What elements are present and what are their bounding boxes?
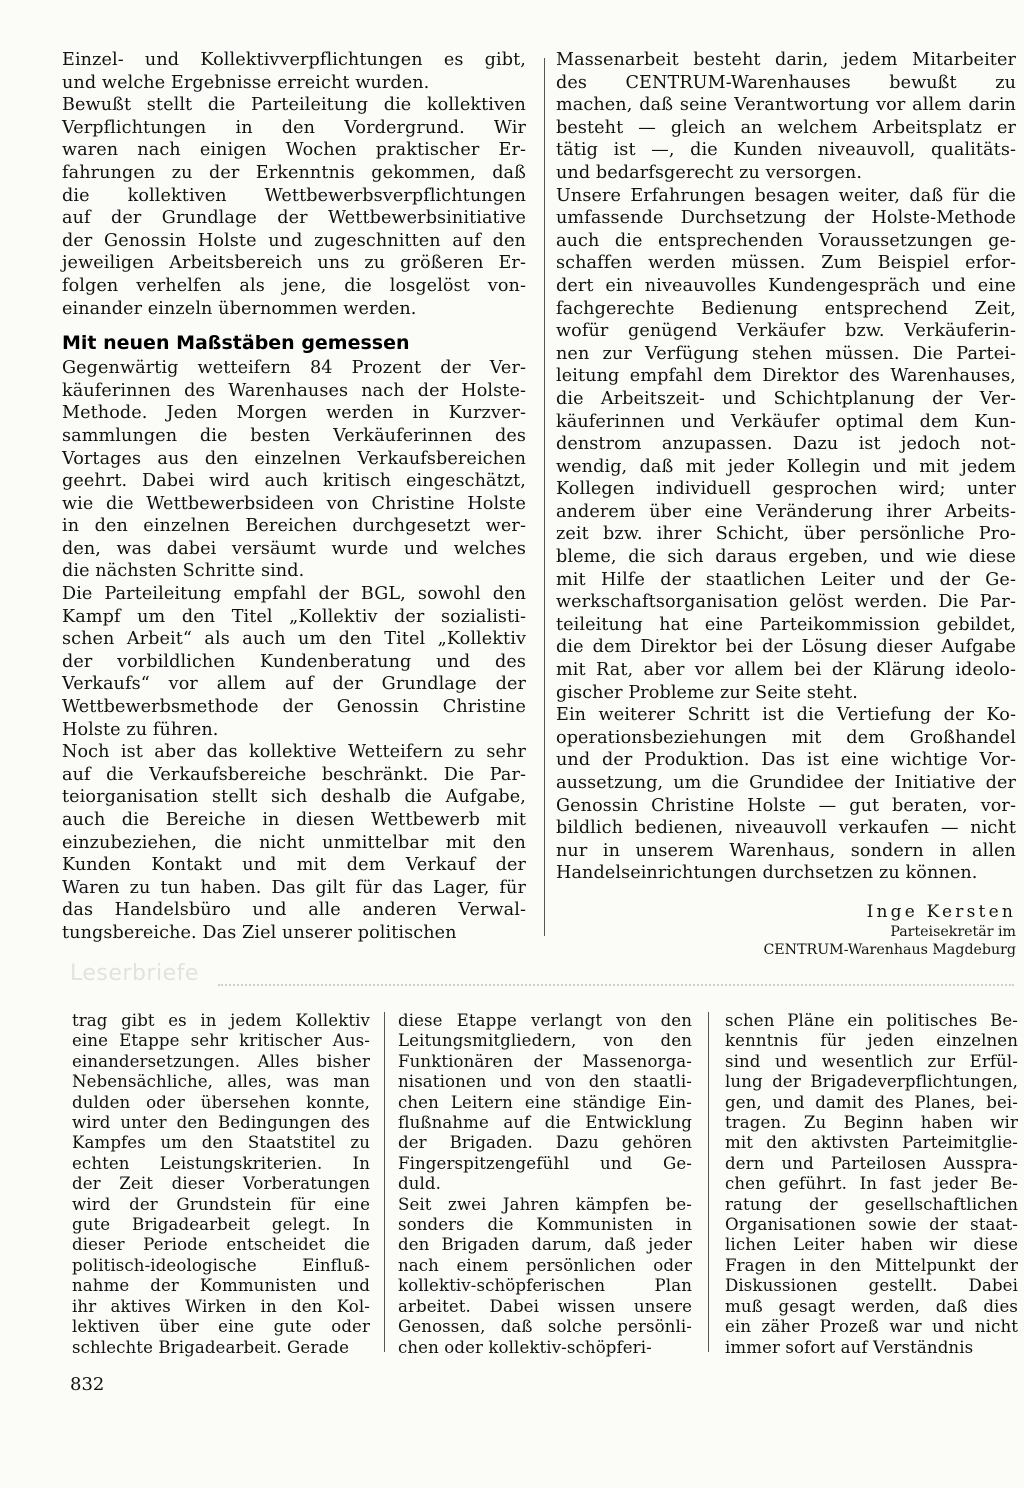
text-line: lichen Leiter haben wir diese bbox=[725, 1235, 1018, 1255]
letters-column-2 bbox=[398, 1011, 692, 1358]
text-line: Leitungsmitgliedern, von den bbox=[398, 1031, 692, 1051]
text-line: mit Rat, aber vor allem bei der Klärung ideolo- bbox=[556, 660, 1016, 681]
text-line: schlechte Brigadearbeit. Gerade bbox=[72, 1337, 349, 1357]
text-line: Holste zu führen. bbox=[62, 719, 219, 740]
text-line: tätig ist —, die Kunden niveauvoll, qualitäts- bbox=[556, 140, 1016, 161]
text-line: fachgerechte Bedienung entsprechend Zeit, bbox=[556, 298, 1016, 319]
text-line: der Genossin Holste und zugeschnitten auf den bbox=[62, 230, 526, 251]
article-right-column bbox=[556, 49, 1016, 959]
text-line: Vortages aus den einzelnen Verkaufsbereichen bbox=[62, 448, 526, 469]
text-line: auf die Verkaufsbereiche beschränkt. Die Par- bbox=[62, 764, 526, 785]
text-line: Verpflichtungen in den Vordergrund. Wir bbox=[62, 117, 526, 138]
text-line: chen oder kollektiv-schöpferi- bbox=[398, 1337, 652, 1357]
text-line: flußnahme auf die Entwicklung bbox=[398, 1113, 692, 1133]
text-line: Einzel- und Kollektivverpflichtungen es gibt, bbox=[62, 50, 526, 70]
text-line: kenntnis für jeden einzelnen bbox=[725, 1031, 1018, 1051]
text-line: lektiven über eine gute oder bbox=[72, 1317, 370, 1337]
text-line: einander einzeln übernommen werden. bbox=[62, 298, 417, 319]
author-name: Inge Kersten bbox=[866, 901, 1016, 922]
text-line: arbeitet. Dabei wissen unsere bbox=[398, 1296, 692, 1316]
text-line: ratung der gesellschaftlichen bbox=[725, 1194, 1018, 1214]
text-line: nur in unserem Warenhaus, sondern in allen bbox=[556, 840, 1016, 861]
author-organization: CENTRUM-Warenhaus Magdeburg bbox=[763, 941, 1016, 958]
text-line: tungsbereiche. Das Ziel unserer politischen bbox=[62, 922, 457, 943]
text-line: die Arbeitszeit- und Schichtplanung der Ver- bbox=[556, 388, 1016, 409]
text-line: wendig, daß mit jeder Kollegin und mit jedem bbox=[556, 456, 1016, 477]
text-line: anderem über eine Veränderung ihrer Arbeits- bbox=[556, 501, 1016, 522]
text-line: Nebensächliche, alles, was man bbox=[72, 1072, 370, 1092]
paragraph bbox=[556, 185, 1016, 705]
text-line: dulden oder übersehen konnte, bbox=[72, 1092, 370, 1112]
text-line: diese Etappe verlangt von den bbox=[398, 1011, 692, 1030]
text-line: sind und wesentlich zur Erfül- bbox=[725, 1051, 1018, 1071]
text-line: wofür genügend Verkäufer bzw. Verkäuferin- bbox=[556, 321, 1016, 342]
text-line: in den einzelnen Bereichen durchgesetzt wer- bbox=[62, 516, 526, 537]
text-line: die dem Direktor bei der Lösung dieser Aufgabe bbox=[556, 637, 1016, 658]
text-line: Verkaufs“ vor allem auf der Grundlage der bbox=[62, 674, 526, 695]
paragraph bbox=[62, 49, 526, 94]
signature-block bbox=[556, 901, 1016, 959]
text-line: die kollektiven Wettbewerbsverpflichtungen bbox=[62, 185, 526, 206]
text-line: käuferinnen und Verkäufer optimal dem Kun- bbox=[556, 411, 1016, 432]
paragraph bbox=[62, 357, 526, 583]
paragraph bbox=[62, 94, 526, 320]
paragraph bbox=[62, 583, 526, 741]
text-line: Kunden Kontakt und mit dem Verkauf der bbox=[62, 855, 526, 876]
section-rule bbox=[218, 984, 1014, 986]
text-line: käuferinnen des Warenhauses nach der Holste- bbox=[62, 380, 526, 401]
text-line: aussetzung, um die Grundidee der Initiative der bbox=[556, 773, 1016, 793]
paragraph bbox=[556, 49, 1016, 185]
paragraph bbox=[398, 1195, 692, 1358]
text-line: machen, daß seine Verantwortung vor allem darin bbox=[556, 95, 1016, 116]
text-line: gen, und damit des Planes, bei- bbox=[725, 1092, 1018, 1112]
text-line: Genossen, daß solche persönli- bbox=[398, 1317, 692, 1337]
text-line: Genossin Christine Holste — gut beraten, vor- bbox=[556, 795, 1016, 816]
text-line: tragen. Zu Beginn haben wir bbox=[725, 1113, 1018, 1133]
text-line: teiorganisation stellt sich deshalb die Aufgabe, bbox=[62, 787, 526, 808]
text-line: trag gibt es in jedem Kollektiv bbox=[72, 1011, 370, 1030]
text-line: nahme der Kommunisten und bbox=[72, 1276, 370, 1296]
text-line: operationsbeziehungen mit dem Großhandel bbox=[556, 727, 1016, 748]
text-line: lung der Brigadeverpflichtungen, bbox=[725, 1072, 1018, 1092]
text-line: ein zäher Prozeß war und nicht bbox=[725, 1317, 1018, 1337]
text-line: folgen verhelfen als jene, die losgelöst von- bbox=[62, 275, 526, 296]
section-heading: Mit neuen Maßstäben gemessen bbox=[62, 332, 410, 355]
text-line: Ein weiterer Schritt ist die Vertiefung der Ko- bbox=[556, 705, 1016, 726]
text-line: dert ein niveauvolles Kundengespräch und eine bbox=[556, 275, 1016, 296]
paragraph bbox=[398, 1011, 692, 1195]
text-line: auf der Grundlage der Wettbewerbsinitiative bbox=[62, 208, 526, 229]
text-line: echten Leistungskriterien. In bbox=[72, 1153, 370, 1173]
text-line: Seit zwei Jahren kämpfen be- bbox=[398, 1194, 692, 1214]
text-line: mit den aktivsten Parteimitglie- bbox=[725, 1133, 1018, 1153]
text-line: bleme, die sich daraus ergeben, und wie diese bbox=[556, 547, 1016, 568]
text-line: gischer Probleme zur Seite steht. bbox=[556, 682, 858, 703]
text-line: nach einem persönlichen oder bbox=[398, 1255, 692, 1275]
text-line: Kampfes um den Staatstitel zu bbox=[72, 1133, 370, 1153]
text-line: schen Pläne ein politisches Be- bbox=[725, 1011, 1018, 1030]
text-line: eine Etappe sehr kritischer Aus- bbox=[72, 1031, 370, 1051]
text-line: geehrt. Dabei wird auch kritisch eingeschätzt, bbox=[62, 471, 526, 492]
paragraph bbox=[62, 741, 526, 944]
text-line: bildlich bedienen, niveauvoll verkaufen — nicht bbox=[556, 818, 1016, 839]
section-label: Leserbriefe bbox=[70, 961, 199, 986]
text-line: den Brigaden darum, daß jeder bbox=[398, 1235, 692, 1255]
text-line: ihr aktives Wirken in den Kol- bbox=[72, 1296, 370, 1316]
text-line: muß gesagt werden, daß dies bbox=[725, 1296, 1018, 1316]
text-line: werkschaftsorganisation gelöst werden. Die Par- bbox=[556, 592, 1016, 613]
text-line: fahrungen zu der Erkenntnis gekommen, daß bbox=[62, 162, 526, 183]
text-line: und welche Ergebnisse erreicht wurden. bbox=[62, 72, 430, 93]
text-line: einzubeziehen, die nicht unmittelbar mit den bbox=[62, 832, 526, 853]
text-line: leitung empfahl dem Direktor des Warenhauses, bbox=[556, 366, 1016, 387]
text-line: der Brigaden. Dazu gehören bbox=[398, 1133, 692, 1153]
text-line: Kollegen individuell gesprochen wird; unter bbox=[556, 479, 1016, 500]
text-line: immer sofort auf Verständnis bbox=[725, 1337, 974, 1357]
text-line: Gegenwärtig wetteifern 84 Prozent der Ver- bbox=[62, 358, 526, 379]
column-divider bbox=[544, 58, 545, 936]
text-line: Noch ist aber das kollektive Wetteifern zu sehr bbox=[62, 742, 526, 763]
text-line: Kampf um den Titel „Kollektiv der sozialisti- bbox=[62, 606, 526, 627]
text-line: den, was dabei versäumt wurde und welches bbox=[62, 538, 526, 559]
text-line: dieser Periode entscheidet die bbox=[72, 1235, 370, 1255]
text-line: chen geführt. In fast jeder Be- bbox=[725, 1174, 1018, 1194]
article-left-column bbox=[62, 49, 526, 945]
text-line: der vorbildlichen Kundenberatung und des bbox=[62, 651, 526, 672]
text-line: das Handelsbüro und alle anderen Verwal- bbox=[62, 900, 526, 921]
text-line: die nächsten Schritte sind. bbox=[62, 561, 305, 582]
text-line: auch die entsprechenden Voraussetzungen ge- bbox=[556, 230, 1016, 251]
letters-column-1 bbox=[72, 1011, 370, 1358]
page-number: 832 bbox=[70, 1374, 105, 1395]
text-line: Funktionären der Massenorga- bbox=[398, 1051, 692, 1071]
text-line: sammlungen die besten Verkäuferinnen des bbox=[62, 425, 526, 446]
text-line: politisch-ideologische Einfluß- bbox=[72, 1255, 370, 1275]
text-line: einandersetzungen. Alles bisher bbox=[72, 1051, 370, 1071]
text-line: Fingerspitzengefühl und Ge- bbox=[398, 1153, 692, 1173]
text-line: wird der Grundstein für eine bbox=[72, 1194, 370, 1214]
text-line: und der Produktion. Das ist eine wichtige Vor- bbox=[556, 750, 1016, 771]
text-line: mit Hilfe der staatlichen Leiter und der Ge- bbox=[556, 569, 1016, 590]
text-line: wie die Wettbewerbsideen von Christine Holste bbox=[62, 493, 526, 514]
text-line: chen Leitern eine ständige Ein- bbox=[398, 1092, 692, 1112]
text-line: Waren zu tun haben. Das gilt für das Lager, für bbox=[62, 877, 526, 898]
text-line: Bewußt stellt die Parteileitung die kollektiven bbox=[62, 95, 526, 116]
text-line: schaffen werden müssen. Zum Beispiel erfor- bbox=[556, 253, 1016, 274]
text-line: jeweiligen Arbeitsbereich uns zu größeren Er- bbox=[62, 253, 526, 274]
column-divider bbox=[708, 1012, 709, 1352]
text-line: Unsere Erfahrungen besagen weiter, daß für die bbox=[556, 185, 1016, 206]
text-line: besteht — gleich an welchem Arbeitsplatz er bbox=[556, 117, 1016, 138]
paragraph bbox=[72, 1011, 370, 1358]
text-line: gute Brigadearbeit gelegt. In bbox=[72, 1215, 370, 1235]
text-line: und bedarfsgerecht zu versorgen. bbox=[556, 162, 863, 183]
author-role: Parteisekretär im bbox=[890, 923, 1016, 940]
text-line: nisationen und von den staatli- bbox=[398, 1072, 692, 1092]
text-line: dern und Parteilosen Ausspra- bbox=[725, 1153, 1018, 1173]
text-line: denstrom anzupassen. Dazu ist jedoch not- bbox=[556, 434, 1016, 455]
text-line: Wettbewerbsmethode der Genossin Christine bbox=[62, 697, 526, 718]
text-line: auch die Bereiche in diesen Wettbewerb mit bbox=[62, 810, 526, 830]
text-line: Diskussionen gestellt. Dabei bbox=[725, 1276, 1018, 1296]
text-line: Organisationen sowie der staat- bbox=[725, 1215, 1018, 1235]
text-line: wird unter den Bedingungen des bbox=[72, 1113, 370, 1133]
text-line: Methode. Jeden Morgen werden in Kurzver- bbox=[62, 403, 526, 424]
text-line: des CENTRUM-Warenhauses bewußt zu bbox=[556, 72, 1016, 93]
text-line: waren nach einigen Wochen praktischer Er- bbox=[62, 140, 526, 161]
text-line: teileitung hat eine Parteikommission gebildet, bbox=[556, 614, 1016, 635]
text-line: Handelseinrichtungen durchsetzen zu können. bbox=[556, 863, 978, 884]
text-line: sonders die Kommunisten in bbox=[398, 1215, 692, 1235]
text-line: Die Parteileitung empfahl der BGL, sowohl den bbox=[62, 584, 526, 605]
text-line: nen zur Verfügung stehen müssen. Die Partei- bbox=[556, 343, 1016, 364]
text-line: der Zeit dieser Vorberatungen bbox=[72, 1174, 370, 1194]
text-line: Fragen in den Mittelpunkt der bbox=[725, 1255, 1018, 1275]
letters-column-3 bbox=[725, 1011, 1018, 1358]
text-line: schen Arbeit“ als auch um den Titel „Kollektiv bbox=[62, 629, 526, 650]
paragraph bbox=[556, 704, 1016, 885]
paragraph bbox=[725, 1011, 1018, 1358]
text-line: zeit bzw. ihrer Schicht, über persönliche Pro- bbox=[556, 524, 1016, 545]
text-line: kollektiv-schöpferischen Plan bbox=[398, 1276, 692, 1296]
text-line: duld. bbox=[398, 1174, 442, 1194]
text-line: umfassende Durchsetzung der Holste-Methode bbox=[556, 208, 1016, 229]
text-line: Massenarbeit besteht darin, jedem Mitarbeiter bbox=[556, 50, 1016, 70]
column-divider bbox=[384, 1012, 385, 1352]
